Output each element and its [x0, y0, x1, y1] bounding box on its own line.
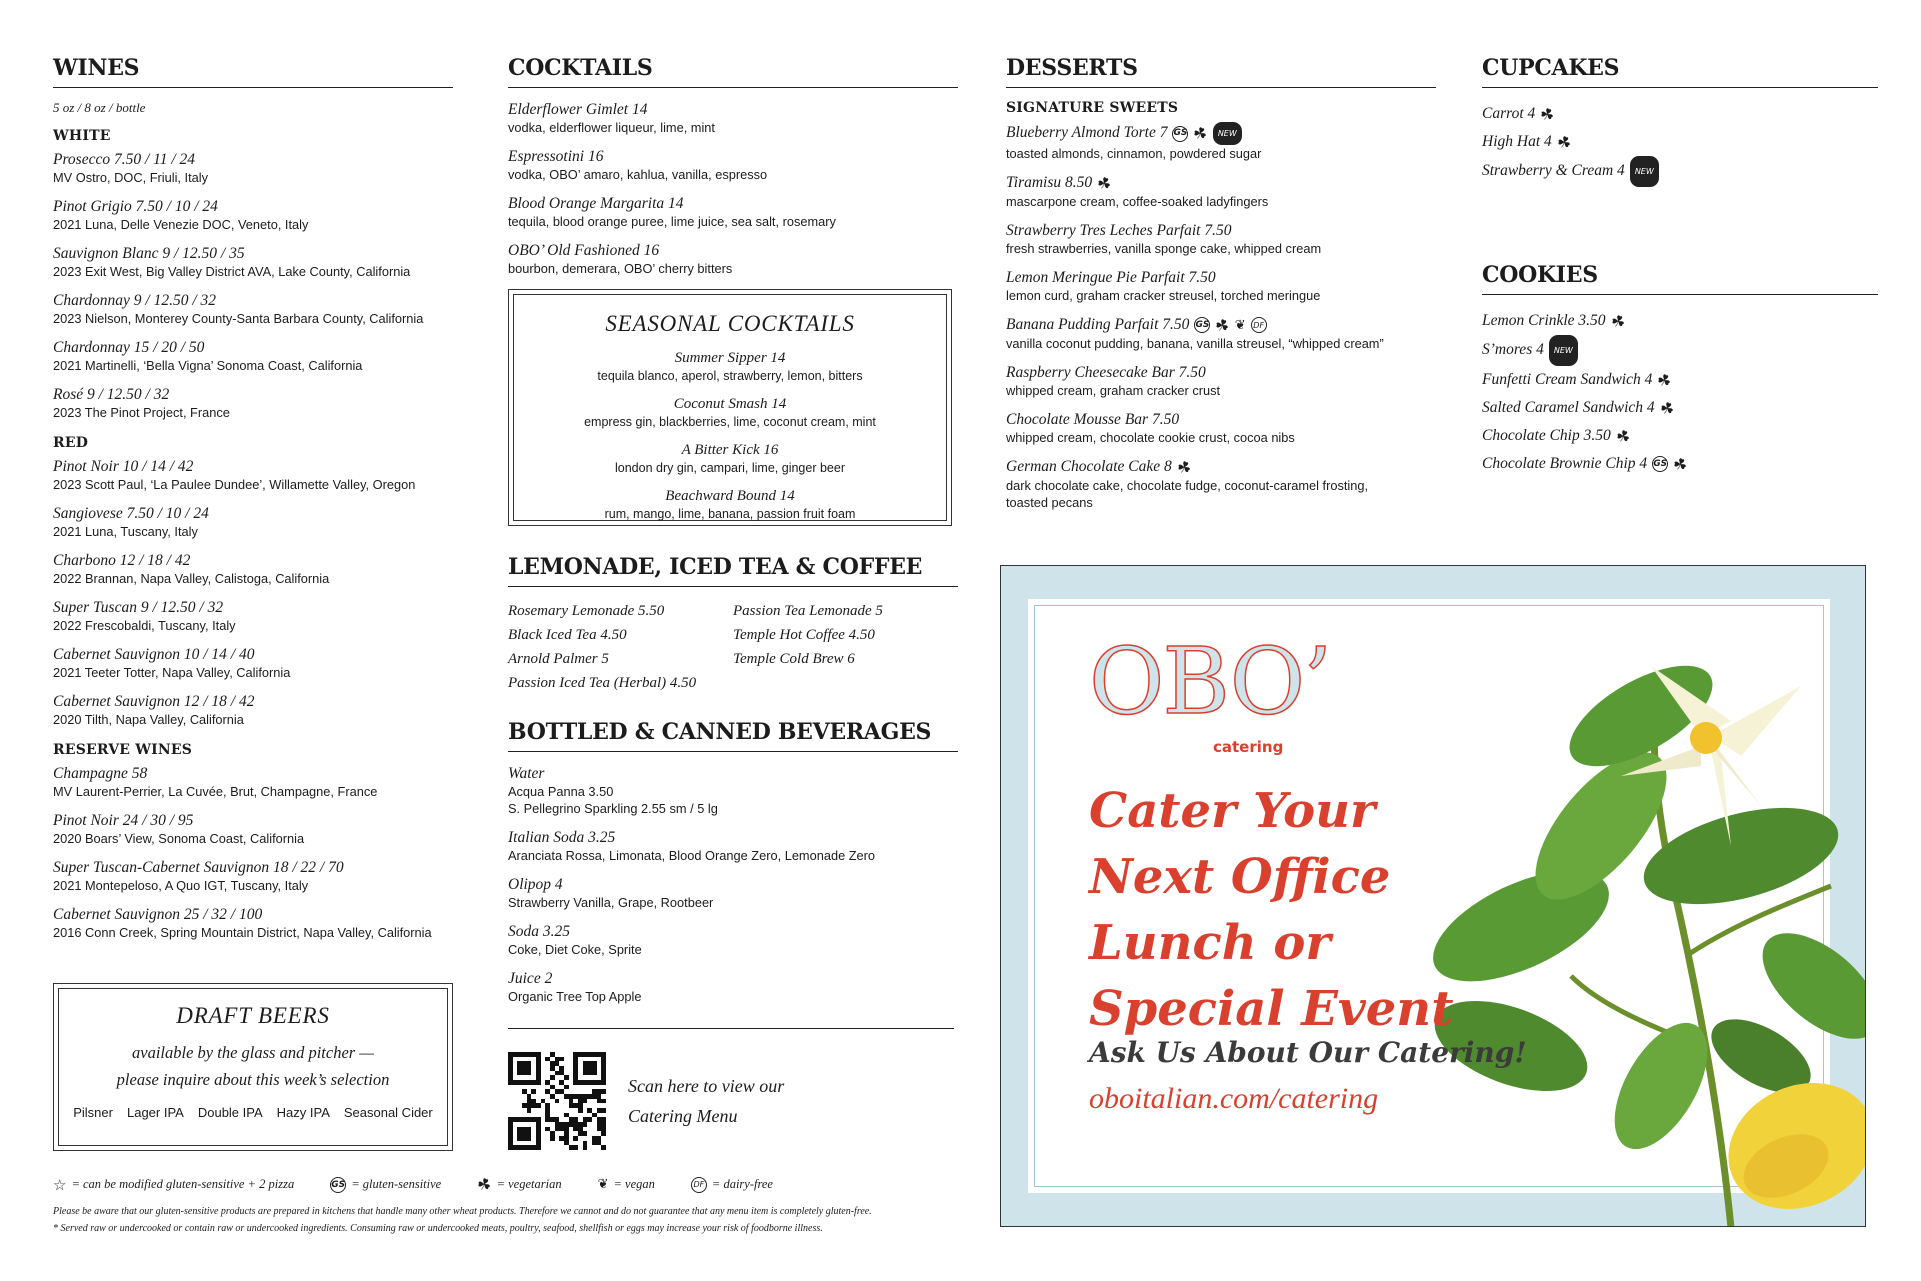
- item-name: Super Tuscan 9 / 12.50 / 32: [53, 599, 224, 616]
- item-desc: 2016 Conn Creek, Spring Mountain District, Napa Valley, California: [53, 925, 432, 940]
- menu-item: [508, 147, 958, 183]
- menu-item: [508, 241, 958, 277]
- item-desc: 2020 Boars’ View, Sonoma Coast, California: [53, 831, 305, 846]
- menu-item: [508, 969, 958, 1005]
- item-name: Strawberry Tres Leches Parfait 7.50: [1006, 221, 1232, 239]
- legend-item: [598, 1177, 655, 1192]
- disclaimer-gluten: Please be aware that our gluten-sensitive products are prepared in kitchens that handle many other wheat products. Therefore we cannot and do not guarantee that any menu item is completely gluten-free.: [53, 1206, 872, 1217]
- vegetarian-icon: ☘: [1670, 452, 1691, 476]
- vegetarian-icon: ☘: [1612, 424, 1633, 448]
- vegetarian-icon: ☘: [1553, 130, 1574, 154]
- item-name: Funfetti Cream Sandwich 4: [1482, 370, 1653, 388]
- item-name: Salted Caramel Sandwich 4: [1482, 398, 1655, 416]
- item-name: Carrot 4: [1482, 105, 1536, 122]
- draft-beers-box: [53, 983, 453, 1151]
- draft-beer-type: Double IPA: [197, 1105, 263, 1120]
- menu-item: [53, 692, 453, 728]
- item-desc: 2021 Martinelli, ‘Bella Vigna’ Sonoma Coast, California: [53, 358, 363, 373]
- legend-label: = vegan: [613, 1177, 655, 1191]
- menu-item: [53, 905, 453, 941]
- menu-item: [1006, 315, 1436, 352]
- legend-label: = dairy-free: [711, 1177, 773, 1191]
- white-heading: WHITE: [53, 128, 111, 144]
- reserve-heading: RESERVE WINES: [53, 742, 193, 758]
- menu-item: [53, 385, 453, 421]
- signature-sweets-heading: SIGNATURE SWEETS: [1006, 100, 1179, 116]
- legend-label: = can be modified gluten-sensitive + 2 pizza: [71, 1177, 295, 1191]
- menu-item: [53, 645, 453, 681]
- obo-logo-sub: catering: [1213, 738, 1284, 756]
- item-desc: bourbon, demerara, OBO’ cherry bitters: [508, 261, 733, 276]
- item-name: Pinot Grigio 7.50 / 10 / 24: [53, 198, 218, 215]
- item-name: S’mores 4: [1482, 341, 1544, 358]
- item-name: Espressotini 16: [508, 148, 604, 165]
- disclaimer-raw: * Served raw or undercooked or contain raw or undercooked ingredients. Consuming raw or undercooked meats, poultry, seafood, shellfish or eggs may increase your risk of foodborne illness.: [53, 1223, 823, 1234]
- menu-item: [1006, 363, 1436, 399]
- item-desc: Acqua Panna 3.50: [508, 784, 614, 799]
- item-name: Soda 3.25: [508, 923, 570, 940]
- menu-item: Passion Tea Lemonade 5: [733, 603, 883, 619]
- menu-item: Rosemary Lemonade 5.50: [508, 603, 665, 619]
- obo-logo: OBO’: [1089, 628, 1331, 735]
- lemonade-right-col: [733, 599, 958, 695]
- item-desc: 2020 Tilth, Napa Valley, California: [53, 712, 244, 727]
- item-name: Super Tuscan-Cabernet Sauvignon 18 / 22 / 70: [53, 859, 344, 876]
- ad-headline-line: Next Office: [1089, 849, 1391, 905]
- item-desc: 2021 Luna, Delle Venezie DOC, Veneto, Italy: [53, 217, 309, 232]
- item-desc: dark chocolate cake, chocolate fudge, coconut-caramel frosting,: [1006, 477, 1369, 493]
- item-name: Cabernet Sauvignon 10 / 14 / 40: [53, 646, 255, 663]
- item-name: German Chocolate Cake 8: [1006, 457, 1172, 475]
- gluten-sensitive-icon: GS: [1194, 317, 1210, 333]
- draft-beer-list: [59, 1105, 447, 1120]
- item-name: Elderflower Gimlet 14: [508, 101, 648, 118]
- catering-link[interactable]: oboitalian.com/catering: [1089, 1082, 1379, 1115]
- item-desc: Strawberry Vanilla, Grape, Rootbeer: [508, 895, 714, 910]
- item-name: OBO’ Old Fashioned 16: [508, 242, 660, 259]
- ad-headline-line: Special Event: [1089, 981, 1454, 1037]
- dairy-free-icon: DF: [691, 1177, 707, 1193]
- qr-caption-line: Catering Menu: [628, 1106, 738, 1126]
- wines-section: [53, 55, 453, 952]
- item-desc: 2022 Frescobaldi, Tuscany, Italy: [53, 618, 236, 633]
- item-name: Summer Sipper 14: [674, 350, 786, 366]
- legend-item: [691, 1177, 773, 1193]
- menu-item: [1006, 173, 1436, 210]
- legend-item: [53, 1176, 294, 1194]
- draft-beer-type: Lager IPA: [126, 1105, 184, 1120]
- item-name: Raspberry Cheesecake Bar 7.50: [1006, 363, 1206, 381]
- new-badge-icon: NEW: [1630, 156, 1659, 187]
- item-name: Lemon Crinkle 3.50: [1482, 312, 1606, 329]
- menu-item: [53, 598, 453, 634]
- item-name: Strawberry & Cream 4: [1482, 161, 1625, 179]
- cupcakes-title: CUPCAKES: [1482, 55, 1878, 88]
- item-desc: tequila blanco, aperol, strawberry, lemon, bitters: [597, 369, 863, 383]
- seasonal-cocktails-box: [508, 289, 952, 526]
- dairy-free-icon: DF: [1251, 317, 1267, 333]
- item-desc: MV Ostro, DOC, Friuli, Italy: [53, 170, 208, 185]
- menu-item: [1482, 394, 1878, 422]
- desserts-title: DESSERTS: [1006, 55, 1436, 88]
- menu-item: [514, 395, 946, 431]
- gluten-sensitive-icon: GS: [1652, 456, 1668, 472]
- draft-beers-line1: available by the glass and pitcher —: [132, 1043, 374, 1062]
- bottled-title: BOTTLED & CANNED BEVERAGES: [508, 719, 958, 752]
- qr-block: [508, 1052, 784, 1150]
- red-heading: RED: [53, 435, 89, 451]
- menu-item: [1482, 128, 1878, 156]
- menu-item: [1006, 457, 1436, 511]
- item-name: Chocolate Chip 3.50: [1482, 426, 1611, 444]
- menu-item: [1006, 221, 1436, 257]
- menu-item: [1006, 122, 1436, 162]
- menu-item: [53, 764, 453, 800]
- menu-item: Temple Cold Brew 6: [733, 651, 855, 667]
- menu-item: Arnold Palmer 5: [508, 651, 609, 667]
- item-name: Chardonnay 9 / 12.50 / 32: [53, 292, 217, 309]
- qr-code[interactable]: [508, 1052, 606, 1150]
- item-desc: vodka, elderflower liqueur, lime, mint: [508, 120, 715, 135]
- new-badge-icon: NEW: [1213, 122, 1242, 145]
- item-name: Chocolate Brownie Chip 4: [1482, 454, 1648, 472]
- menu-item: [1482, 156, 1878, 187]
- item-desc: MV Laurent-Perrier, La Cuvée, Brut, Champagne, France: [53, 784, 378, 799]
- item-name: Champagne 58: [53, 765, 148, 782]
- dietary-legend: [53, 1175, 809, 1194]
- item-desc: vanilla coconut pudding, banana, vanilla streusel, “whipped cream”: [1006, 335, 1384, 351]
- item-desc: lemon curd, graham cracker streusel, torched meringue: [1006, 287, 1321, 303]
- item-desc: 2023 Exit West, Big Valley District AVA, Lake County, California: [53, 264, 411, 279]
- vegetarian-icon: ☘: [1173, 455, 1194, 479]
- catering-ad: [1000, 565, 1866, 1227]
- legend-item: [474, 1173, 562, 1196]
- item-desc: 2023 Scott Paul, ‘La Paulee Dundee’, Willamette Valley, Oregon: [53, 477, 416, 492]
- vegetarian-icon: ☘: [1656, 396, 1677, 420]
- ad-ask-text: Ask Us About Our Catering!: [1089, 1036, 1527, 1069]
- item-name: Banana Pudding Parfait 7.50: [1006, 315, 1190, 333]
- item-name: Rosé 9 / 12.50 / 32: [53, 386, 170, 403]
- menu-item: [514, 487, 946, 523]
- menu-item: [53, 338, 453, 374]
- vegetarian-icon: ☘: [1212, 313, 1233, 337]
- draft-beer-type: Hazy IPA: [276, 1105, 330, 1120]
- wines-title: WINES: [53, 55, 453, 88]
- lemonade-list: [508, 599, 958, 695]
- item-name: Beachward Bound 14: [665, 488, 795, 504]
- item-desc: Coke, Diet Coke, Sprite: [508, 942, 642, 957]
- menu-item: [53, 244, 453, 280]
- item-name: A Bitter Kick 16: [681, 442, 779, 458]
- item-name: Charbono 12 / 18 / 42: [53, 552, 191, 569]
- star-icon: ☆: [53, 1175, 67, 1194]
- menu-item: [508, 922, 958, 958]
- menu-item: [1482, 366, 1878, 394]
- item-name: Blood Orange Margarita 14: [508, 195, 684, 212]
- legend-item: [330, 1177, 441, 1193]
- item-desc: rum, mango, lime, banana, passion fruit foam: [604, 507, 856, 521]
- gluten-sensitive-icon: GS: [330, 1177, 346, 1193]
- menu-item: [53, 551, 453, 587]
- vegetarian-icon: ☘: [474, 1173, 495, 1196]
- vegetarian-icon: ☘: [1607, 310, 1628, 333]
- menu-item: Temple Hot Coffee 4.50: [733, 627, 875, 643]
- item-name: Chardonnay 15 / 20 / 50: [53, 339, 205, 356]
- menu-item: [508, 100, 958, 136]
- item-name: Juice 2: [508, 970, 553, 987]
- menu-item: [1006, 410, 1436, 446]
- cocktails-title: COCKTAILS: [508, 55, 958, 88]
- legend-label: = gluten-sensitive: [351, 1177, 442, 1191]
- item-desc: vodka, OBO’ amaro, kahlua, vanilla, espresso: [508, 167, 768, 182]
- lemonade-section: [508, 554, 958, 695]
- menu-item: [1482, 450, 1878, 478]
- vegan-icon: ❦: [1234, 317, 1246, 333]
- item-desc: 2023 Nielson, Monterey County-Santa Barbara County, California: [53, 311, 424, 326]
- item-desc: 2021 Montepeloso, A Quo IGT, Tuscany, Italy: [53, 878, 309, 893]
- draft-beers-title: DRAFT BEERS: [176, 1003, 330, 1028]
- vegetarian-icon: ☘: [1190, 122, 1211, 145]
- item-name: Pinot Noir 24 / 30 / 95: [53, 812, 194, 829]
- menu-item: Passion Iced Tea (Herbal) 4.50: [508, 675, 697, 691]
- ad-headline-line: Cater Your: [1089, 783, 1376, 839]
- item-desc: 2022 Brannan, Napa Valley, Calistoga, California: [53, 571, 330, 586]
- legend-label: = vegetarian: [496, 1177, 562, 1191]
- lemonade-left-col: [508, 599, 733, 695]
- menu-item: [53, 811, 453, 847]
- cookies-title: COOKIES: [1482, 262, 1878, 295]
- item-name: Water: [508, 765, 545, 782]
- cupcakes-section: [1482, 55, 1878, 187]
- menu-item: [1482, 422, 1878, 450]
- item-desc: whipped cream, graham cracker crust: [1006, 382, 1221, 398]
- seasonal-title: SEASONAL COCKTAILS: [605, 311, 855, 336]
- item-desc: fresh strawberries, vanilla sponge cake, whipped cream: [1006, 240, 1322, 256]
- menu-item: [514, 441, 946, 477]
- bottled-section: [508, 719, 958, 1016]
- item-desc: whipped cream, chocolate cookie crust, cocoa nibs: [1006, 429, 1295, 445]
- item-name: Olipop 4: [508, 876, 563, 893]
- item-name: Chocolate Mousse Bar 7.50: [1006, 410, 1180, 428]
- vegetarian-icon: ☘: [1654, 368, 1675, 392]
- cocktails-section: [508, 55, 958, 288]
- item-desc: tequila, blood orange puree, lime juice, sea salt, rosemary: [508, 214, 836, 229]
- vegetarian-icon: ☘: [1094, 172, 1115, 195]
- qr-divider: [508, 1028, 954, 1029]
- item-name: Italian Soda 3.25: [508, 829, 616, 846]
- menu-item: [1482, 335, 1878, 366]
- item-name: Cabernet Sauvignon 12 / 18 / 42: [53, 693, 255, 710]
- item-desc: toasted pecans: [1006, 494, 1093, 510]
- item-desc: Aranciata Rossa, Limonata, Blood Orange Zero, Lemonade Zero: [508, 848, 876, 863]
- item-name: High Hat 4: [1482, 132, 1552, 150]
- item-desc: 2021 Teeter Totter, Napa Valley, California: [53, 665, 291, 680]
- item-name: Coconut Smash 14: [673, 396, 787, 412]
- gluten-sensitive-icon: GS: [1172, 126, 1188, 142]
- menu-item: [1482, 307, 1878, 335]
- draft-beers-line2: please inquire about this week’s selection: [116, 1070, 390, 1089]
- menu-item: [1482, 100, 1878, 128]
- menu-item: [508, 875, 958, 911]
- menu-item: [53, 504, 453, 540]
- menu-item: [514, 349, 946, 385]
- draft-beer-type: Seasonal Cider: [343, 1105, 433, 1120]
- lemon-branch-illustration: [1401, 626, 1866, 1227]
- menu-item: [53, 457, 453, 493]
- item-desc: mascarpone cream, coffee-soaked ladyfingers: [1006, 193, 1269, 209]
- wines-serving-note: 5 oz / 8 oz / bottle: [53, 100, 146, 115]
- menu-item: [53, 197, 453, 233]
- item-desc: 2021 Luna, Tuscany, Italy: [53, 524, 198, 539]
- menu-item: [508, 764, 958, 817]
- cookies-section: [1482, 262, 1878, 478]
- item-desc: london dry gin, campari, lime, ginger beer: [615, 461, 845, 475]
- menu-item: Black Iced Tea 4.50: [508, 627, 627, 643]
- menu-item: [1006, 268, 1436, 304]
- desserts-section: [1006, 55, 1436, 522]
- item-name: Lemon Meringue Pie Parfait 7.50: [1006, 268, 1216, 286]
- menu-item: [53, 291, 453, 327]
- item-name: Prosecco 7.50 / 11 / 24: [53, 151, 196, 168]
- qr-caption: [628, 1071, 784, 1131]
- item-name: Tiramisu 8.50: [1006, 174, 1093, 191]
- item-desc: empress gin, blackberries, lime, coconut cream, mint: [584, 415, 876, 429]
- vegetarian-icon: ☘: [1537, 103, 1558, 126]
- item-name: Pinot Noir 10 / 14 / 42: [53, 458, 194, 475]
- menu-item: [508, 828, 958, 864]
- item-name: Sauvignon Blanc 9 / 12.50 / 35: [53, 245, 245, 262]
- menu-item: [53, 858, 453, 894]
- ad-headline: [1089, 778, 1453, 1042]
- vegan-icon: ❦: [597, 1177, 609, 1192]
- menu-item: [53, 150, 453, 186]
- qr-module: [601, 1145, 606, 1150]
- item-name: Cabernet Sauvignon 25 / 32 / 100: [53, 906, 263, 923]
- item-desc: 2023 The Pinot Project, France: [53, 405, 230, 420]
- qr-caption-line: Scan here to view our: [628, 1076, 785, 1096]
- new-badge-icon: NEW: [1549, 335, 1578, 366]
- item-desc: toasted almonds, cinnamon, powdered sugar: [1006, 146, 1262, 161]
- menu-item: [508, 194, 958, 230]
- lemonade-title: LEMONADE, ICED TEA & COFFEE: [508, 554, 958, 587]
- item-desc: S. Pellegrino Sparkling 2.55 sm / 5 lg: [508, 801, 718, 816]
- item-desc: Organic Tree Top Apple: [508, 989, 642, 1004]
- draft-beer-type: Pilsner: [73, 1105, 113, 1120]
- item-name: Sangiovese 7.50 / 10 / 24: [53, 505, 209, 522]
- ad-headline-line: Lunch or: [1089, 915, 1331, 971]
- item-name: Blueberry Almond Torte 7: [1006, 124, 1168, 142]
